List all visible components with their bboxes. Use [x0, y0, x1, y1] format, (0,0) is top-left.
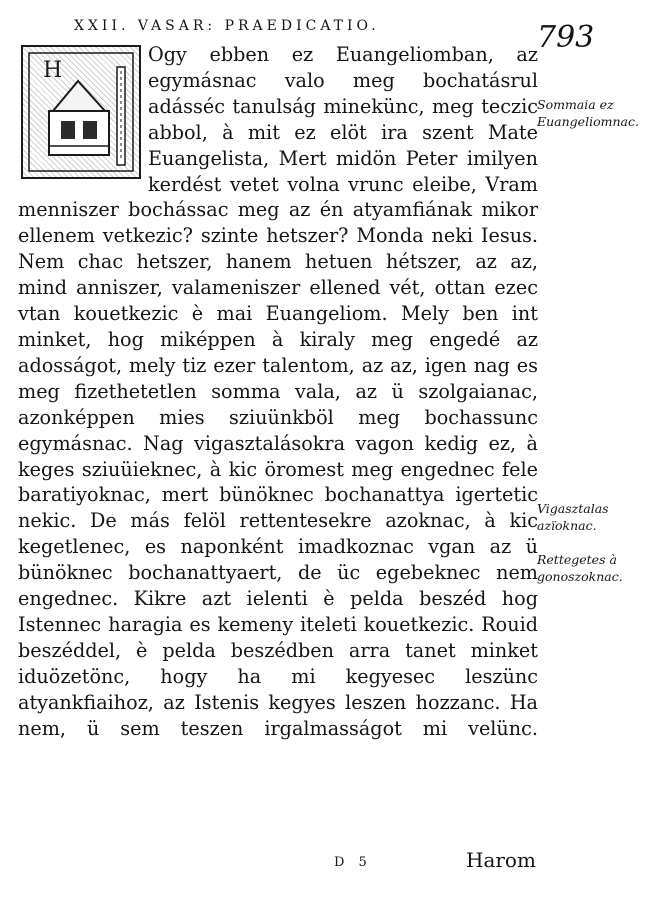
margin-note-warning: Rettegetes à gonoszoknac.: [537, 552, 623, 584]
running-title: XXII. VASAR: PRAEDICATIO.: [74, 18, 380, 34]
margin-note-summary: Sommaia ez Euangeliomnac.: [537, 97, 639, 129]
catchword: Harom: [466, 848, 536, 872]
margin-note-consolation: Vigasztalas azïoknac.: [537, 501, 609, 533]
page-number: 793: [537, 20, 595, 55]
signature-mark: D 5: [334, 855, 372, 870]
initial-letter: H: [43, 58, 63, 83]
body-text: Ogy ebben ez Euangeliomban, az egymásnac valo meg bochatásrul adásséc tanulság minekünc, meg teczic abbol, à mit ez elöt ira szent Mate Euangelista, Mert midön Peter imilyen kerdést vetet volna vrunc eleibe, Vram menniszer bochássac meg az én atyamfiának mikor ellenem vetkezic? szinte hetszer? Monda neki Iesus. Nem chac hetszer, hanem hetuen hétszer, az az, mind anniszer, valameniszer ellened vét, ottan ezec vtan kouetkezic è mai Euangeliom. Mely ben int minket, hog miképpen à kiraly meg engedé az adosságot, mely tiz ezer talentom, az az, igen nag es meg fizethetetlen somma vala, az ü szolgaianac, azonképpen mies sziuünkböl meg bochassunc egymásnac. Nag vigasztalásokra vagon kedig ez, à keges sziuüieknec, à kic öromest meg engednec fele baratiyoknac, mert bünöknec bochanattya igertetic nekic. De más felöl rettentesekre azoknac, à kic kegetlenec, es naponként imadkoznac vgan az ü bünöknec bochanattyaert, de üc egebeknec nem engednec. Kikre azt ielenti è pelda beszéd hog Istennec haragia es kemeny iteleti kouetkezic. Rouid beszéddel, è pelda beszédben arra tanet minket iduözetönc, hogy ha mi kegyesec leszünc atyankfiaihoz, az Istenis kegyes leszen hozzanc. Ha nem, ü sem teszen irgalmasságot mi velünc.: [18, 43, 538, 740]
